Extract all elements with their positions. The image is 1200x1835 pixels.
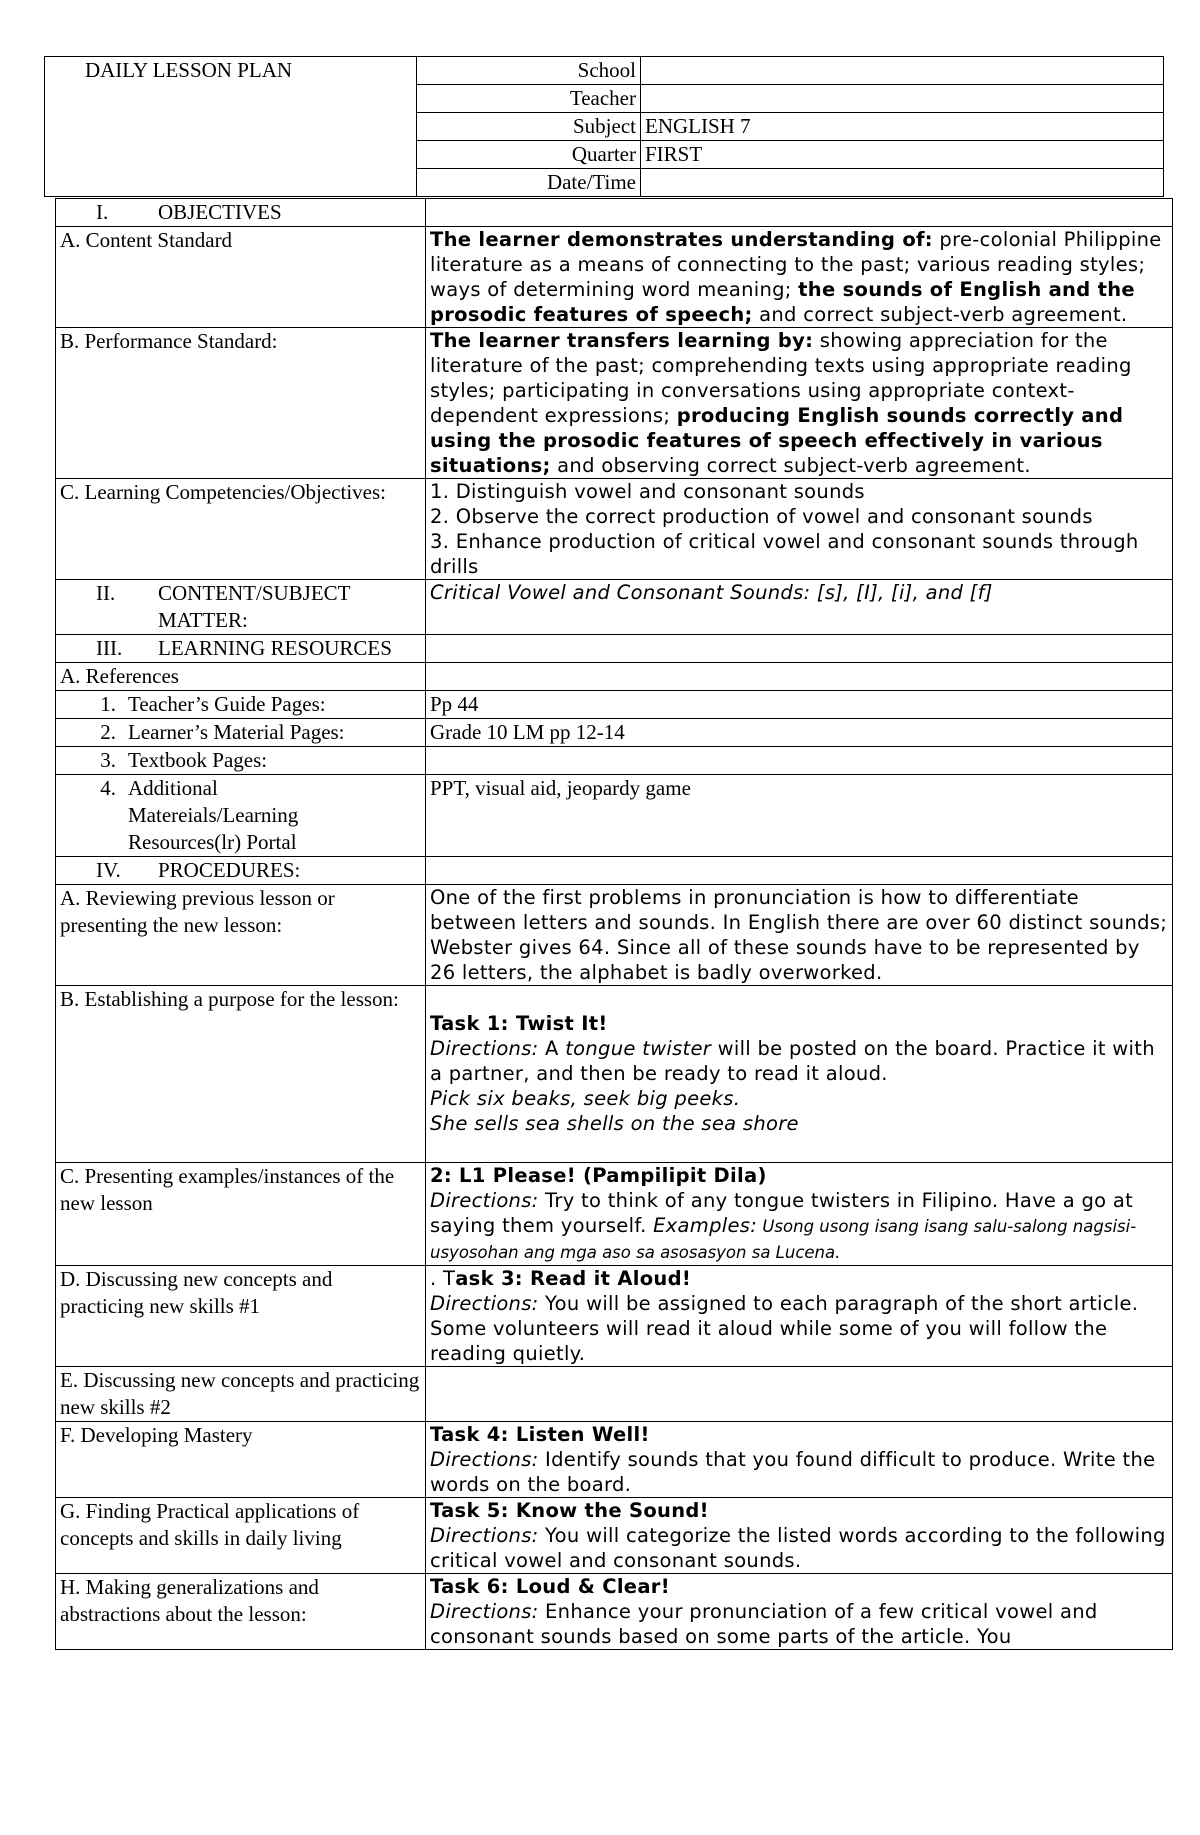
body-text: You will categorize the listed words according to the following critical vowel and consonant sounds. xyxy=(430,1524,1166,1572)
procedure-g-row xyxy=(56,1498,1173,1574)
row-label: C. Presenting examples/instances of the new lesson xyxy=(56,1163,426,1266)
item-number: 4. xyxy=(100,776,116,800)
item-label: Teacher’s Guide Pages: xyxy=(128,692,326,716)
task-title: Task 4: Listen Well! xyxy=(430,1423,650,1446)
list-item: 1. Distinguish vowel and consonant sounds xyxy=(430,480,865,503)
row-label: A. References xyxy=(56,663,426,691)
procedure-c-text xyxy=(426,1163,1173,1266)
list-item: 2. Observe the correct production of vowel and consonant sounds xyxy=(430,505,1093,528)
directions-label: Directions: xyxy=(430,1292,539,1315)
section-number: III. xyxy=(96,636,123,660)
procedure-a-row xyxy=(56,885,1173,986)
procedure-h-row xyxy=(56,1574,1173,1650)
quarter-value: FIRST xyxy=(641,141,1164,169)
row-label: A. Content Standard xyxy=(56,227,426,328)
reference-item-row xyxy=(56,747,1173,775)
body-text: A xyxy=(538,1037,566,1060)
body-text: Identify sounds that you found difficult to produce. Write the words on the board. xyxy=(430,1448,1156,1496)
procedure-e-row xyxy=(56,1367,1173,1422)
directions-label: Directions: xyxy=(430,1448,539,1471)
subject-matter-text: Critical Vowel and Consonant Sounds: [s], [I], [i], and [f] xyxy=(426,580,1173,635)
procedure-h-text xyxy=(426,1574,1173,1650)
section-number: IV. xyxy=(96,858,121,882)
lead-text: The learner demonstrates understanding of: xyxy=(430,228,933,251)
section-number: I. xyxy=(96,200,109,224)
section-number: II. xyxy=(96,581,116,605)
school-value xyxy=(641,57,1164,85)
procedures-row xyxy=(56,857,1173,885)
row-label: B. Performance Standard: xyxy=(56,328,426,479)
body-text: You will be assigned to each paragraph of the short article. Some volunteers will read it aloud while some of you will follow the reading quietly. xyxy=(430,1292,1139,1365)
procedure-f-row xyxy=(56,1422,1173,1498)
body-text: will be posted on the board. Practice it with a partner, and then be ready to read it aloud. xyxy=(430,1037,1155,1085)
reference-value: Pp 44 xyxy=(426,691,1173,719)
school-label: School xyxy=(417,57,641,85)
empty-cell xyxy=(426,199,1173,227)
body-text: Try to think of any tongue twisters in Filipino. Have a go at saying them yourself. xyxy=(430,1189,1134,1237)
reference-item-row xyxy=(56,691,1173,719)
row-label: D. Discussing new concepts and practicing new skills #1 xyxy=(56,1266,426,1367)
task-title: ask 3: Read it Aloud! xyxy=(455,1267,692,1290)
content-standard-text xyxy=(426,227,1173,328)
task-title: Task 5: Know the Sound! xyxy=(430,1499,709,1522)
directions-label: Directions: xyxy=(430,1189,539,1212)
task-title: 2: L1 Please! (Pampilipit Dila) xyxy=(430,1164,767,1187)
body-text: and observing correct subject-verb agreement. xyxy=(550,454,1031,477)
row-label: F. Developing Mastery xyxy=(56,1422,426,1498)
row-label: G. Finding Practical applications of concepts and skills in daily living xyxy=(56,1498,426,1574)
header-title-cell xyxy=(45,57,417,197)
lesson-plan-title: DAILY LESSON PLAN xyxy=(84,58,293,82)
list-item: 3. Enhance production of critical vowel and consonant sounds through drills xyxy=(430,530,1139,578)
objectives-row xyxy=(56,199,1173,227)
row-label: B. Establishing a purpose for the lesson: xyxy=(56,986,426,1163)
section-heading xyxy=(56,580,426,635)
empty-cell xyxy=(426,857,1173,885)
row-label: H. Making generalizations and abstractions about the lesson: xyxy=(56,1574,426,1650)
lesson-table xyxy=(55,198,1173,1650)
lead-text: The learner transfers learning by: xyxy=(430,329,814,352)
reference-item-row xyxy=(56,719,1173,747)
procedure-g-text xyxy=(426,1498,1173,1574)
tongue-twister-line: She sells sea shells on the sea shore xyxy=(430,1112,799,1135)
directions-label: Directions: xyxy=(430,1600,539,1623)
content-row xyxy=(56,580,1173,635)
example-text: Usong usong isang isang salu-salong nagsisi-usyosohan ang mga aso sa asosasyon sa Lucena. xyxy=(430,1217,1137,1262)
reference-value: Grade 10 LM pp 12-14 xyxy=(426,719,1173,747)
bold-text: producing English sounds correctly and using the prosodic features of speech effectively in various situations; xyxy=(430,404,1124,477)
row-label: A. Reviewing previous lesson or presenting the new lesson: xyxy=(56,885,426,986)
section-title: CONTENT/SUBJECT MATTER: xyxy=(158,581,351,632)
item-label: Learner’s Material Pages: xyxy=(128,720,345,744)
subject-value: ENGLISH 7 xyxy=(641,113,1164,141)
content-standard-row xyxy=(56,227,1173,328)
directions-label: Directions: xyxy=(430,1524,539,1547)
section-title: OBJECTIVES xyxy=(158,200,282,224)
body-text: . T xyxy=(430,1267,456,1290)
teacher-label: Teacher xyxy=(417,85,641,113)
section-title: LEARNING RESOURCES xyxy=(158,636,392,660)
item-number: 1. xyxy=(100,692,116,716)
subject-label: Subject xyxy=(417,113,641,141)
item-number: 3. xyxy=(100,748,116,772)
performance-standard-row xyxy=(56,328,1173,479)
row-label: C. Learning Competencies/Objectives: xyxy=(56,479,426,580)
procedure-e-text xyxy=(426,1367,1173,1422)
reference-value xyxy=(426,747,1173,775)
task-title: Task 6: Loud & Clear! xyxy=(430,1575,670,1598)
references-row xyxy=(56,663,1173,691)
procedure-f-text xyxy=(426,1422,1173,1498)
task-title: Task 1: Twist It! xyxy=(430,1012,608,1035)
examples-label: Examples: xyxy=(653,1214,758,1237)
row-label: E. Discussing new concepts and practicing new skills #2 xyxy=(56,1367,426,1422)
reference-label xyxy=(56,719,426,747)
reference-item-row xyxy=(56,775,1173,857)
section-title: PROCEDURES: xyxy=(158,858,301,882)
procedure-d-text xyxy=(426,1266,1173,1367)
header-table xyxy=(44,56,1164,197)
directions-label: Directions: xyxy=(430,1037,539,1060)
date-time-value xyxy=(641,169,1164,197)
procedure-b-row xyxy=(56,986,1173,1163)
performance-standard-text xyxy=(426,328,1173,479)
section-heading xyxy=(56,635,426,663)
procedure-d-row xyxy=(56,1266,1173,1367)
body-text: and correct subject-verb agreement. xyxy=(752,303,1128,326)
competencies-row xyxy=(56,479,1173,580)
body-text: showing appreciation for the literature of the past; comprehending texts using appropriate reading styles; participating in conversations using appropriate context-dependent expressions; xyxy=(430,329,1132,427)
reference-label xyxy=(56,691,426,719)
competencies-list xyxy=(426,479,1173,580)
date-time-label: Date/Time xyxy=(417,169,641,197)
quarter-label: Quarter xyxy=(417,141,641,169)
section-heading xyxy=(56,857,426,885)
section-heading xyxy=(56,199,426,227)
procedure-a-text: One of the first problems in pronunciation is how to differentiate between letters and sounds. In English there are over 60 distinct sounds; Webster gives 64. Since all of these sounds have to be represented by 26 letters, the alphabet is badly overworked. xyxy=(426,885,1173,986)
italic-text: tongue twister xyxy=(565,1037,712,1060)
reference-label xyxy=(56,747,426,775)
reference-label xyxy=(56,775,426,857)
body-text: pre-colonial Philippine literature as a means of connecting to the past; various reading styles; ways of determining word meaning; xyxy=(430,228,1162,301)
empty-cell xyxy=(426,663,1173,691)
body-text: Enhance your pronunciation of a few critical vowel and consonant sounds based on some parts of the article. You xyxy=(430,1600,1098,1648)
item-label: Additional Matereials/Learning Resources(lr) Portal xyxy=(128,776,299,854)
item-label: Textbook Pages: xyxy=(128,748,268,772)
teacher-value xyxy=(641,85,1164,113)
procedure-b-text xyxy=(426,986,1173,1163)
item-number: 2. xyxy=(100,720,116,744)
bold-text: the sounds of English and the prosodic features of speech; xyxy=(430,278,1135,326)
resources-row xyxy=(56,635,1173,663)
procedure-c-row xyxy=(56,1163,1173,1266)
tongue-twister-line: Pick six beaks, seek big peeks. xyxy=(430,1087,741,1110)
empty-cell xyxy=(426,635,1173,663)
reference-value: PPT, visual aid, jeopardy game xyxy=(426,775,1173,857)
